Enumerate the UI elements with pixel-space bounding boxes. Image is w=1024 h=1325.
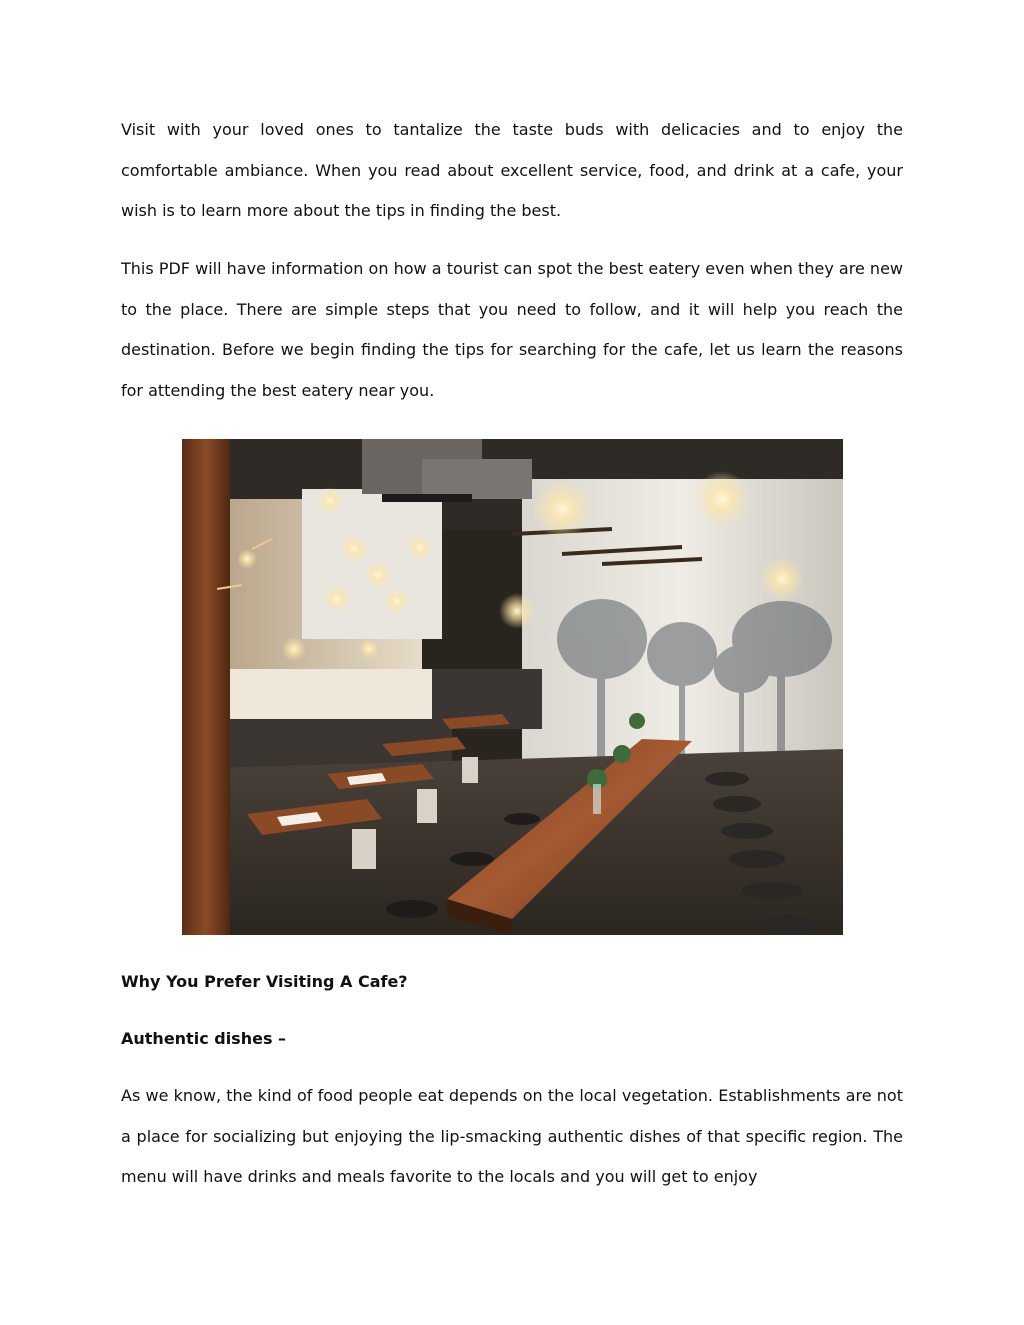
pdf-info-paragraph: This PDF will have information on how a tourist can spot the best eatery even when they are new to the place. There are simple steps that you need to follow, and it will help you reach the destination. Before we begin finding the tips for searching for the cafe, let us learn the reasons for attending the best eatery near you. (121, 259, 903, 400)
authentic-dishes-paragraph: As we know, the kind of food people eat depends on the local vegetation. Establishments are not a place for socializing but enjoying the lip-smacking authentic dishes of that specific region. The menu will have drinks and meals favorite to the locals and you will get to enjoy (121, 1086, 903, 1186)
intro-paragraph: Visit with your loved ones to tantalize the taste buds with delicacies and to enjoy the comfortable ambiance. When you read about excellent service, food, and drink at a cafe, your wish is to learn more about the tips in finding the best. (121, 120, 903, 220)
section-heading: Why You Prefer Visiting A Cafe? (121, 972, 408, 991)
subsection-heading: Authentic dishes – (121, 1029, 287, 1048)
cafe-interior-photo (182, 439, 843, 935)
